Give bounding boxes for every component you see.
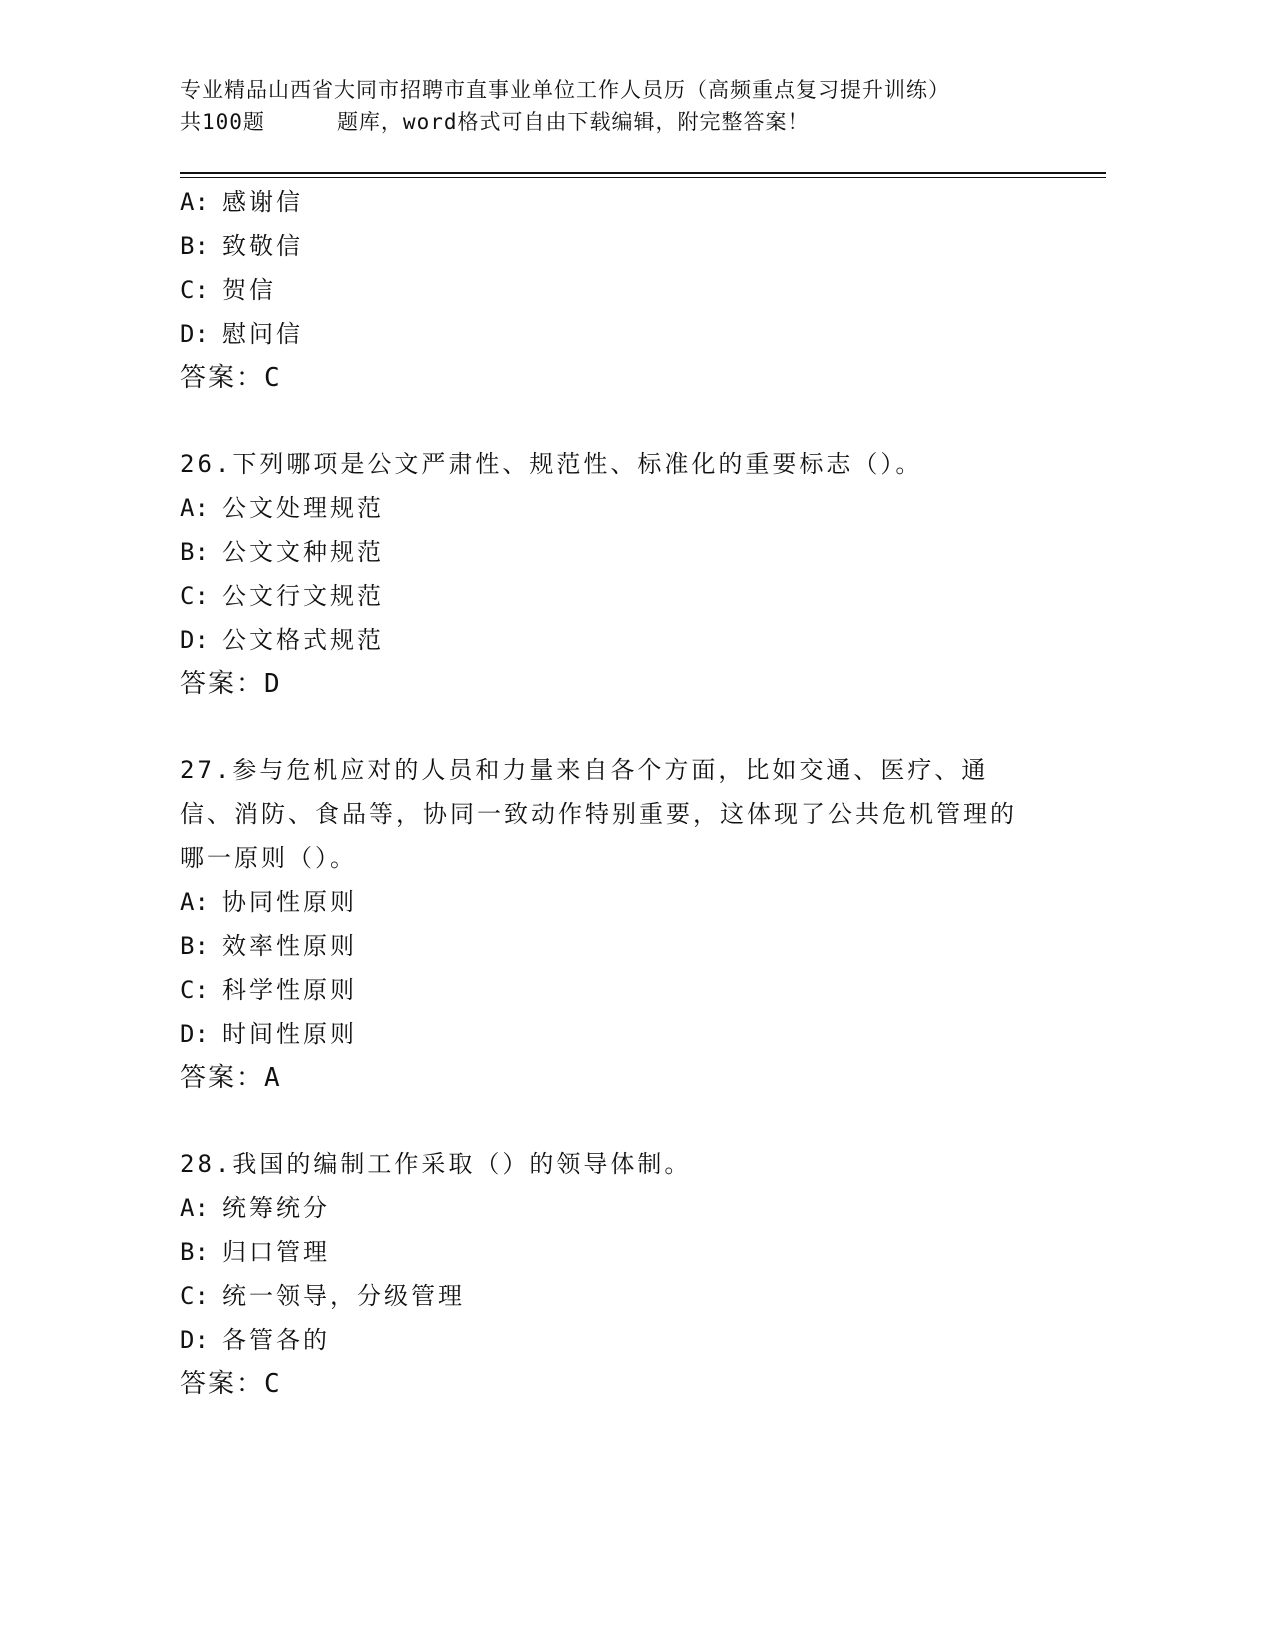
question-count: 共100题: [180, 110, 265, 134]
option-a: A: 统筹统分: [180, 1194, 330, 1222]
question-text: 28.我国的编制工作采取（）的领导体制。: [180, 1150, 692, 1178]
answer: 答案：C: [180, 1369, 282, 1399]
option-a: A: 协同性原则: [180, 888, 357, 916]
option-b: B: 效率性原则: [180, 932, 357, 960]
header-subtitle: [180, 106, 1100, 138]
question-block: [180, 180, 1100, 400]
option-b: B: 归口管理: [180, 1238, 330, 1266]
answer: 答案：D: [180, 669, 282, 699]
header-title: 专业精品山西省大同市招聘市直事业单位工作人员历（高频重点复习提升训练）: [180, 78, 950, 102]
option-d: D: 慰问信: [180, 320, 303, 348]
question-block: [180, 748, 1100, 1100]
option-c: C: 科学性原则: [180, 976, 357, 1004]
option-a: A: 感谢信: [180, 188, 303, 216]
question-list: [180, 180, 1100, 1406]
option-c: C: 公文行文规范: [180, 582, 384, 610]
document-header: [180, 74, 1100, 138]
question-block: [180, 1142, 1100, 1406]
answer: 答案：C: [180, 363, 282, 393]
header-rule-thick: [180, 172, 1106, 174]
option-d: D: 各管各的: [180, 1326, 330, 1354]
option-d: D: 时间性原则: [180, 1020, 357, 1048]
option-a: A: 公文处理规范: [180, 494, 384, 522]
question-text: 26.下列哪项是公文严肃性、规范性、标准化的重要标志（）。: [180, 450, 923, 478]
option-c: C: 统一领导，分级管理: [180, 1282, 465, 1310]
header-description: 题库，word格式可自由下载编辑，附完整答案！: [336, 110, 810, 134]
option-d: D: 公文格式规范: [180, 626, 384, 654]
question-text: 27.参与危机应对的人员和力量来自各个方面，比如交通、医疗、通信、消防、食品等，协同一致动作特别重要，这体现了公共危机管理的哪一原则（）。: [180, 756, 1017, 872]
option-b: B: 公文文种规范: [180, 538, 384, 566]
option-c: C: 贺信: [180, 276, 276, 304]
header-rule-thin: [180, 177, 1106, 178]
question-block: [180, 442, 1100, 706]
answer: 答案：A: [180, 1063, 282, 1093]
option-b: B: 致敬信: [180, 232, 303, 260]
